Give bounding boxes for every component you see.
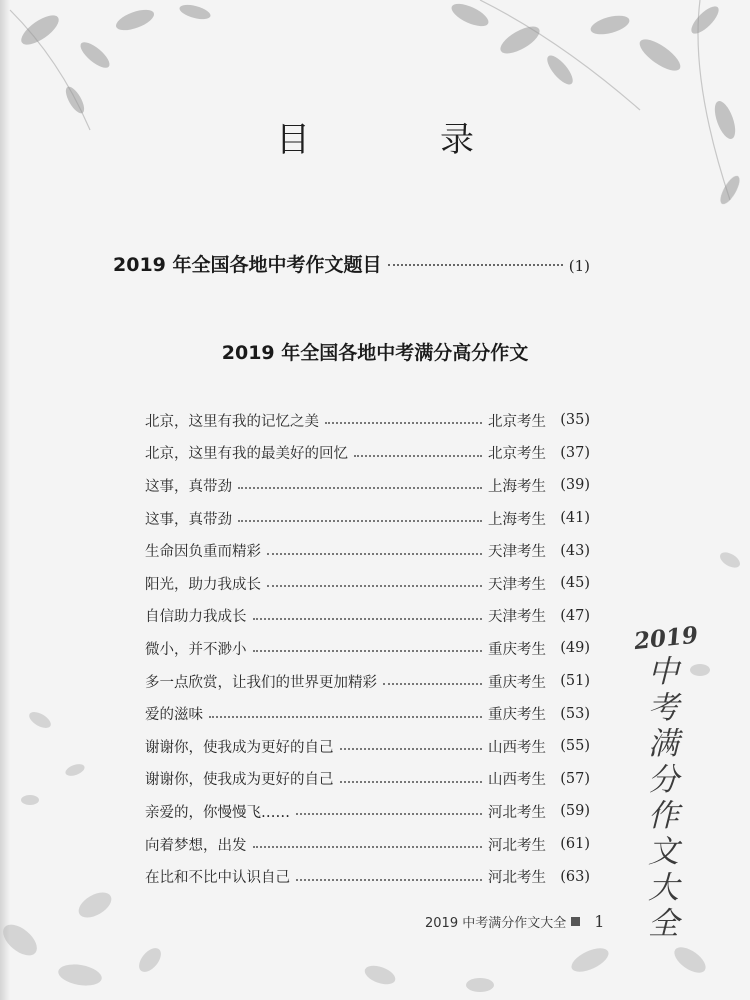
entry-title: 自信助力我成长 xyxy=(145,609,247,626)
entry-author: 北京考生 xyxy=(488,446,546,463)
entry-author: 河北考生 xyxy=(488,804,546,821)
dot-leader xyxy=(296,813,482,815)
entry-author: 天津考生 xyxy=(488,609,546,626)
toc-entry[interactable] xyxy=(145,632,590,665)
section-1-label: 2019 年全国各地中考作文题目 xyxy=(113,254,382,276)
dot-leader xyxy=(340,781,483,783)
dot-leader xyxy=(383,683,482,685)
entry-author: 上海考生 xyxy=(488,478,546,495)
side-title-text: 中考满分作文大全 xyxy=(648,654,679,942)
entry-page: (55) xyxy=(560,738,590,755)
entry-page: (43) xyxy=(560,542,590,559)
dot-leader xyxy=(253,650,483,652)
dot-leader xyxy=(354,455,482,457)
entry-author: 河北考生 xyxy=(488,837,546,854)
entry-page: (47) xyxy=(560,607,590,624)
entry-title: 在比和不比中认识自己 xyxy=(145,870,290,887)
dot-leader xyxy=(238,487,482,489)
entry-author: 北京考生 xyxy=(488,413,546,430)
entry-page: (41) xyxy=(560,510,590,527)
side-book-title xyxy=(632,621,700,942)
entry-author: 山西考生 xyxy=(488,739,546,756)
toc-entry[interactable] xyxy=(145,567,590,600)
toc-entry[interactable] xyxy=(145,469,590,502)
toc-entry[interactable] xyxy=(145,828,590,861)
entry-title: 这事，真带劲 xyxy=(145,511,232,528)
entry-author: 河北考生 xyxy=(488,870,546,887)
entry-page: (39) xyxy=(560,477,590,494)
toc-section-1[interactable] xyxy=(113,250,590,277)
dot-leader xyxy=(325,422,482,424)
square-icon xyxy=(571,917,580,926)
toc-entry[interactable] xyxy=(145,600,590,633)
toc-list xyxy=(145,404,590,893)
entry-title: 亲爱的，你慢慢飞…… xyxy=(145,804,290,821)
dot-leader xyxy=(267,553,482,555)
entry-author: 天津考生 xyxy=(488,576,546,593)
page-title: 目 录 xyxy=(276,120,522,160)
toc-entry[interactable] xyxy=(145,795,590,828)
entry-author: 山西考生 xyxy=(488,772,546,789)
toc-entry[interactable] xyxy=(145,404,590,437)
dot-leader xyxy=(388,264,563,266)
entry-title: 北京，这里有我的记忆之美 xyxy=(145,413,319,430)
entry-title: 这事，真带劲 xyxy=(145,478,232,495)
entry-page: (37) xyxy=(560,444,590,461)
entry-title: 谢谢你，使我成为更好的自己 xyxy=(145,739,334,756)
footer-book-title: 2019 中考满分作文大全 xyxy=(425,916,567,931)
toc-entry[interactable] xyxy=(145,860,590,893)
entry-page: (61) xyxy=(560,836,590,853)
dot-leader xyxy=(253,846,483,848)
section-1-page: (1) xyxy=(568,257,590,275)
entry-page: (45) xyxy=(560,575,590,592)
toc-entry[interactable] xyxy=(145,730,590,763)
entry-title: 谢谢你，使我成为更好的自己 xyxy=(145,772,334,789)
toc-entry[interactable] xyxy=(145,697,590,730)
entry-page: (59) xyxy=(560,803,590,820)
entry-author: 重庆考生 xyxy=(488,707,546,724)
side-title-year: 2019 xyxy=(632,621,700,656)
toc-entry[interactable] xyxy=(145,665,590,698)
dot-leader xyxy=(253,618,483,620)
entry-page: (35) xyxy=(560,412,590,429)
entry-title: 向着梦想，出发 xyxy=(145,837,247,854)
dot-leader xyxy=(209,716,482,718)
entry-author: 天津考生 xyxy=(488,544,546,561)
toc-entry[interactable] xyxy=(145,437,590,470)
entry-author: 上海考生 xyxy=(488,511,546,528)
entry-page: (57) xyxy=(560,770,590,787)
toc-entry[interactable] xyxy=(145,534,590,567)
entry-title: 阳光，助力我成长 xyxy=(145,576,261,593)
section-2-heading: 2019 年全国各地中考满分高分作文 xyxy=(221,342,529,364)
entry-title: 生命因负重而精彩 xyxy=(145,544,261,561)
dot-leader xyxy=(238,520,482,522)
entry-page: (53) xyxy=(560,705,590,722)
entry-author: 重庆考生 xyxy=(488,641,546,658)
entry-title: 爱的滋味 xyxy=(145,707,203,724)
entry-page: (49) xyxy=(560,640,590,657)
entry-title: 多一点欣赏，让我们的世界更加精彩 xyxy=(145,674,377,691)
entry-page: (63) xyxy=(560,868,590,885)
toc-entry[interactable] xyxy=(145,763,590,796)
dot-leader xyxy=(267,585,482,587)
dot-leader xyxy=(340,748,483,750)
dot-leader xyxy=(296,879,482,881)
entry-page: (51) xyxy=(560,673,590,690)
toc-entry[interactable] xyxy=(145,502,590,535)
entry-title: 北京，这里有我的最美好的回忆 xyxy=(145,446,348,463)
page-footer xyxy=(425,912,604,931)
entry-title: 微小，并不渺小 xyxy=(145,641,247,658)
footer-page-number: 1 xyxy=(594,912,605,931)
entry-author: 重庆考生 xyxy=(488,674,546,691)
